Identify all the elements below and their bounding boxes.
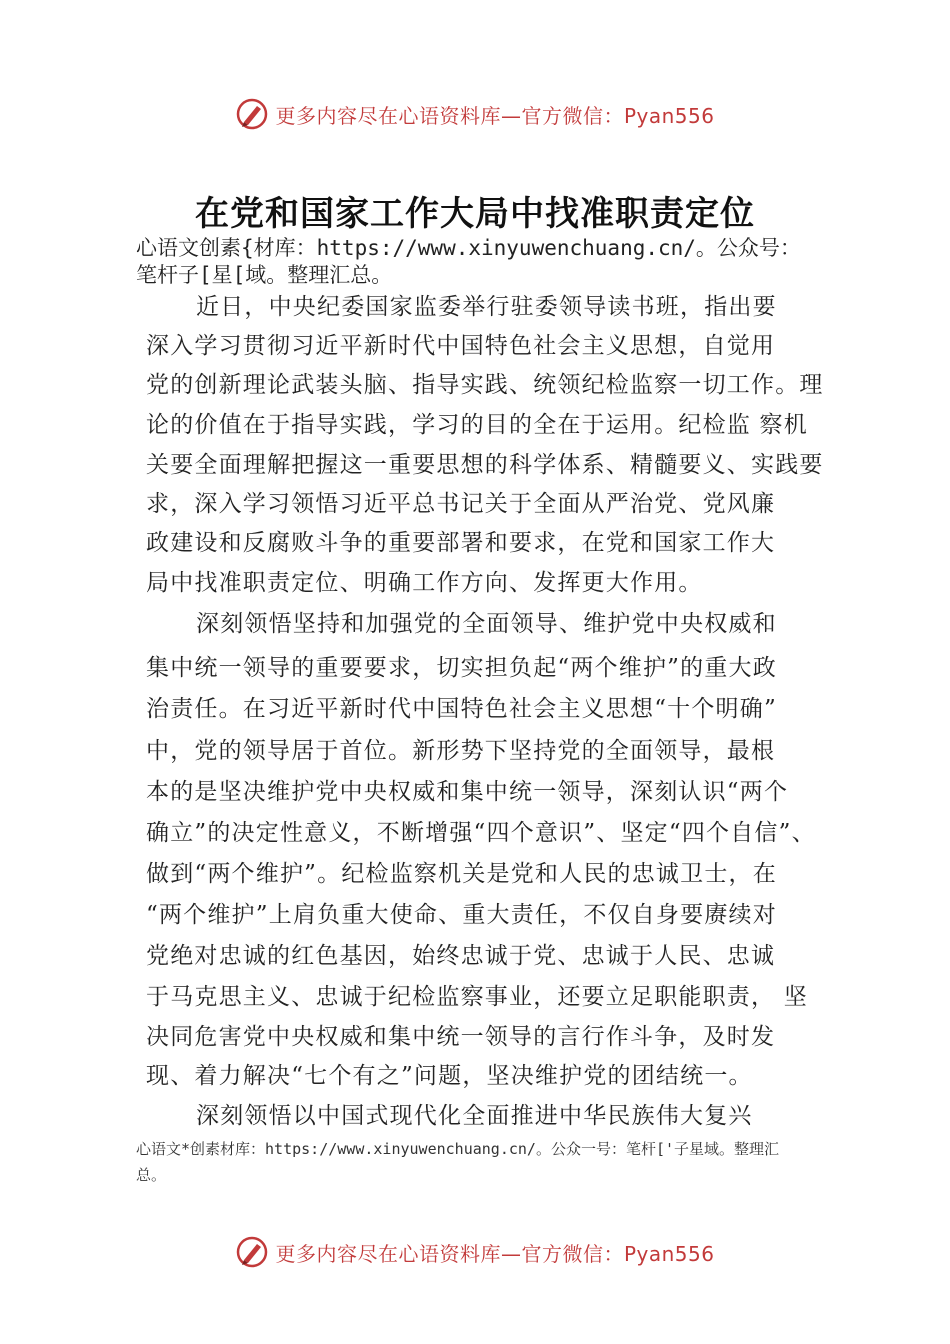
body-line: 关要全面理解把握这一重要思想的科学体系、精髓要义、实践要 [146, 452, 824, 478]
pen-logo-icon [235, 97, 269, 131]
body-line: 党绝对忠诚的红色基因，始终忠诚于党、忠诚于人民、忠诚 [146, 943, 776, 969]
footer-line-2: 总。 [136, 1166, 167, 1184]
body-line: 现、着力解决“七个有之”问题，坚决维护党的团结统一。 [146, 1063, 753, 1089]
body-line: 论的价值在于指导实践，学习的目的全在于运用。纪检监 察机 [146, 412, 808, 438]
bottom-banner [0, 1232, 950, 1272]
body-line: 深入学习贯彻习近平新时代中国特色社会主义思想，自觉用 [146, 333, 776, 359]
page-title: 在党和国家工作大局中找准职责定位 [195, 194, 755, 234]
body-line: 治责任。在习近平新时代中国特色社会主义思想“十个明确” [146, 696, 777, 722]
body-line: 党的创新理论武装头脑、指导实践、统领纪检监察一切工作。理 [146, 372, 824, 398]
banner-text: 更多内容尽在心语资料库—官方微信：Pyan556 [275, 103, 715, 128]
body-line: 于马克思主义、忠诚于纪检监察事业，还要立足职能职责， 坚 [146, 984, 808, 1010]
source-line-1: 心语文创素{材库：https://www.xinyuwenchuang.cn/。公众号： [136, 236, 801, 260]
banner-text: 更多内容尽在心语资料库—官方微信：Pyan556 [275, 1241, 715, 1266]
body-line: 政建设和反腐败斗争的重要部署和要求，在党和国家工作大 [146, 530, 776, 556]
body-line: 集中统一领导的重要要求，切实担负起“两个维护”的重大政 [146, 655, 777, 681]
body-line: “两个维护”上肩负重大使命、重大责任，不仅自身要赓续对 [146, 902, 777, 928]
body-line: 本的是坚决维护党中央权威和集中统一领导，深刻认识“两个 [146, 779, 789, 805]
body-line: 近日，中央纪委国家监委举行驻委领导读书班，指出要 [196, 294, 777, 320]
body-line: 求，深入学习领悟习近平总书记关于全面从严治党、党风廉 [146, 491, 776, 517]
source-line-2: 笔杆子[星[域。整理汇总。 [136, 263, 393, 287]
footer-line-1: 心语文*创素材库：https://www.xinyuwenchuang.cn/。公众一号：笔杆['子星域。整理汇 [136, 1140, 780, 1158]
body-line: 确立”的决定性意义，不断增强“四个意识”、坚定“四个自信”、 [146, 820, 816, 846]
body-line: 中，党的领导居于首位。新形势下坚持党的全面领导，最根 [146, 738, 776, 764]
body-line: 决同危害党中央权威和集中统一领导的言行作斗争，及时发 [146, 1024, 776, 1050]
body-line: 做到“两个维护”。纪检监察机关是党和人民的忠诚卫士，在 [146, 861, 777, 887]
pen-logo-icon [235, 1235, 269, 1269]
body-line: 深刻领悟坚持和加强党的全面领导、维护党中央权威和 [196, 611, 777, 637]
top-banner [0, 94, 950, 134]
body-line: 局中找准职责定位、明确工作方向、发挥更大作用。 [146, 570, 703, 596]
body-line: 深刻领悟以中国式现代化全面推进中华民族伟大复兴 [196, 1103, 753, 1129]
